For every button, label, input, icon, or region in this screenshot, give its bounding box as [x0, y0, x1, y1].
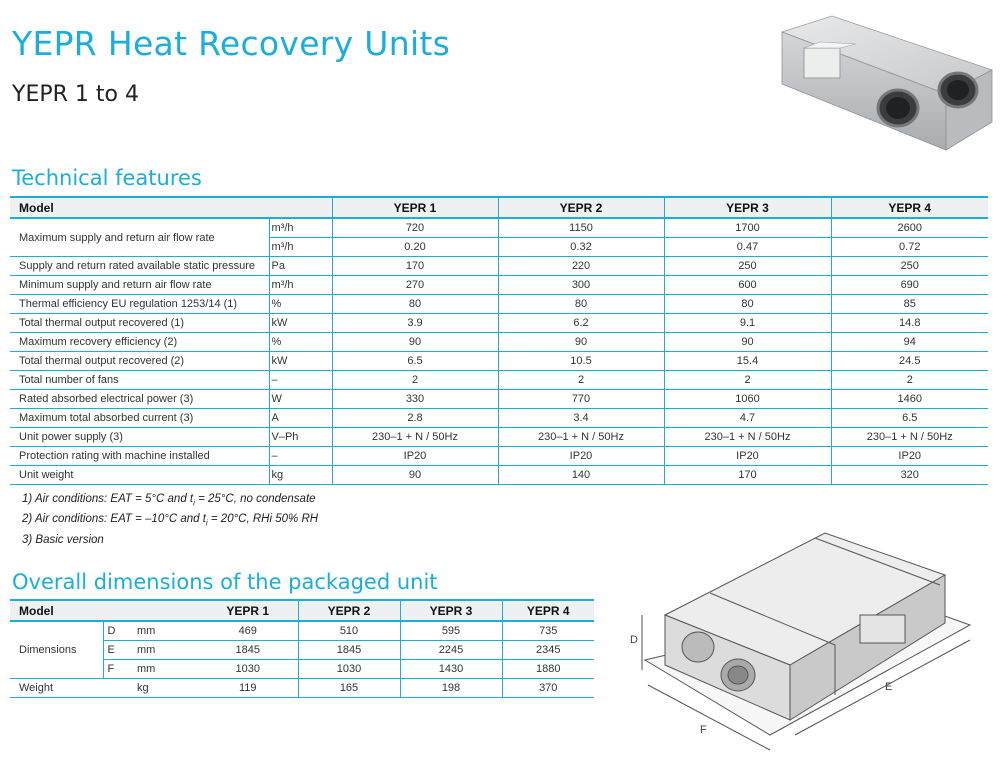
table-cell: 230–1 + N / 50Hz	[332, 428, 498, 447]
table-row	[10, 295, 988, 314]
row-label: Total number of fans	[10, 371, 269, 390]
row-unit: m³/h	[269, 276, 332, 295]
table-cell: 230–1 + N / 50Hz	[831, 428, 988, 447]
row-label: Thermal efficiency EU regulation 1253/14 (1)	[10, 295, 269, 314]
table-cell: 170	[664, 466, 831, 485]
table-row	[10, 314, 988, 333]
row-unit: Pa	[269, 257, 332, 276]
table-cell: 24.5	[831, 352, 988, 371]
dims-header-row	[10, 600, 594, 621]
dim-label-d: D	[630, 634, 638, 646]
row-unit: kg	[269, 466, 332, 485]
table-cell: 1700	[664, 218, 831, 238]
tech-header-row	[10, 197, 988, 218]
row-unit: %	[269, 333, 332, 352]
table-cell: 4.7	[664, 409, 831, 428]
row-unit: kW	[269, 352, 332, 371]
table-cell: 230–1 + N / 50Hz	[498, 428, 664, 447]
row-unit: %	[269, 295, 332, 314]
table-row	[10, 428, 988, 447]
tech-model-col: YEPR 3	[664, 197, 831, 218]
table-cell: IP20	[664, 447, 831, 466]
dim-symbol: D	[103, 621, 123, 641]
dims-model-col: YEPR 1	[198, 600, 298, 621]
table-cell: 119	[198, 679, 298, 698]
table-cell: 2	[332, 371, 498, 390]
table-cell: 469	[198, 621, 298, 641]
unit-photo	[770, 10, 995, 160]
footnotes	[22, 491, 318, 548]
dim-symbol: F	[103, 660, 123, 679]
table-cell: 14.8	[831, 314, 988, 333]
dimensions-table	[10, 599, 594, 698]
table-cell: 3.4	[498, 409, 664, 428]
table-cell: 0.47	[664, 238, 831, 257]
tech-model-col: YEPR 1	[332, 197, 498, 218]
table-cell: 595	[400, 621, 502, 641]
table-row	[10, 276, 988, 295]
table-cell: 2245	[400, 641, 502, 660]
table-cell: 1030	[198, 660, 298, 679]
dims-row-d	[10, 621, 594, 641]
table-row	[10, 447, 988, 466]
row-unit: –	[269, 447, 332, 466]
table-cell: 6.5	[332, 352, 498, 371]
row-unit: A	[269, 409, 332, 428]
table-cell: 165	[298, 679, 400, 698]
row-label: Maximum total absorbed current (3)	[10, 409, 269, 428]
dims-group-label: Dimensions	[10, 621, 103, 679]
table-cell: 330	[332, 390, 498, 409]
row-label: Unit power supply (3)	[10, 428, 269, 447]
table-cell: 80	[498, 295, 664, 314]
table-cell: 1460	[831, 390, 988, 409]
table-cell: 510	[298, 621, 400, 641]
table-cell: 2	[831, 371, 988, 390]
weight-unit: kg	[123, 679, 198, 698]
table-cell: 1430	[400, 660, 502, 679]
table-cell: 90	[332, 333, 498, 352]
row-label: Protection rating with machine installed	[10, 447, 269, 466]
row-label: Total thermal output recovered (2)	[10, 352, 269, 371]
table-cell: 80	[332, 295, 498, 314]
table-cell: 2	[664, 371, 831, 390]
table-cell: 250	[664, 257, 831, 276]
table-cell: IP20	[332, 447, 498, 466]
table-cell: 270	[332, 276, 498, 295]
table-cell: 1845	[198, 641, 298, 660]
table-cell: 3.9	[332, 314, 498, 333]
row-unit: W	[269, 390, 332, 409]
dim-unit: mm	[123, 641, 198, 660]
table-cell: IP20	[831, 447, 988, 466]
table-cell: 85	[831, 295, 988, 314]
dim-unit: mm	[123, 621, 198, 641]
dims-model-col: YEPR 4	[502, 600, 594, 621]
tech-heading: Technical features	[12, 166, 202, 190]
dim-label-f: F	[700, 724, 707, 736]
table-row	[10, 257, 988, 276]
table-cell: IP20	[498, 447, 664, 466]
row-label: Supply and return rated available static pressure	[10, 257, 269, 276]
table-cell: 1150	[498, 218, 664, 238]
dims-heading: Overall dimensions of the packaged unit	[12, 570, 438, 594]
table-cell: 1060	[664, 390, 831, 409]
table-row	[10, 390, 988, 409]
table-cell: 230–1 + N / 50Hz	[664, 428, 831, 447]
row-unit: –	[269, 371, 332, 390]
table-cell: 370	[502, 679, 594, 698]
table-cell: 690	[831, 276, 988, 295]
row-unit: m³/h	[269, 218, 332, 238]
page-subtitle: YEPR 1 to 4	[12, 82, 139, 107]
table-cell: 300	[498, 276, 664, 295]
table-row	[10, 333, 988, 352]
row-unit: V–Ph	[269, 428, 332, 447]
table-cell: 1030	[298, 660, 400, 679]
table-row	[10, 352, 988, 371]
table-cell: 15.4	[664, 352, 831, 371]
tech-model-col: YEPR 2	[498, 197, 664, 218]
table-cell: 0.72	[831, 238, 988, 257]
technical-features-table	[10, 196, 988, 485]
table-cell: 2345	[502, 641, 594, 660]
page-title: YEPR Heat Recovery Units	[12, 24, 451, 63]
row-label: Maximum supply and return air flow rate	[10, 218, 269, 257]
table-cell: 2.8	[332, 409, 498, 428]
row-label: Minimum supply and return air flow rate	[10, 276, 269, 295]
table-cell: 90	[664, 333, 831, 352]
dims-row-weight	[10, 679, 594, 698]
table-cell: 90	[332, 466, 498, 485]
weight-label: Weight	[10, 679, 103, 698]
table-cell: 170	[332, 257, 498, 276]
table-cell: 720	[332, 218, 498, 238]
table-cell: 2	[498, 371, 664, 390]
row-label: Rated absorbed electrical power (3)	[10, 390, 269, 409]
table-row	[10, 371, 988, 390]
tech-model-col: YEPR 4	[831, 197, 988, 218]
table-cell: 140	[498, 466, 664, 485]
table-cell: 0.32	[498, 238, 664, 257]
footnote-3: 3) Basic version	[22, 533, 104, 546]
dims-model-col: YEPR 3	[400, 600, 502, 621]
table-cell: 220	[498, 257, 664, 276]
table-row	[10, 218, 988, 238]
table-cell: 1845	[298, 641, 400, 660]
table-cell: 735	[502, 621, 594, 641]
row-label: Unit weight	[10, 466, 269, 485]
footnote-2: 2) Air conditions: EAT = –10°C and $t_i = 20^\circ C$, RHi 50% RH	[22, 513, 319, 528]
row-label: Total thermal output recovered (1)	[10, 314, 269, 333]
footnote-1: 1) Air conditions: EAT = 5°C and $t_i = 25^\circ C$, no condensate	[22, 493, 316, 508]
table-cell: 90	[498, 333, 664, 352]
dimension-drawing	[620, 505, 995, 760]
row-label: Maximum recovery efficiency (2)	[10, 333, 269, 352]
table-cell: 600	[664, 276, 831, 295]
tech-model-header: Model	[10, 197, 332, 218]
table-cell: 6.5	[831, 409, 988, 428]
table-cell: 770	[498, 390, 664, 409]
table-cell: 320	[831, 466, 988, 485]
dims-model-col: YEPR 2	[298, 600, 400, 621]
table-row	[10, 409, 988, 428]
dim-symbol: E	[103, 641, 123, 660]
dim-unit: mm	[123, 660, 198, 679]
table-cell: 2600	[831, 218, 988, 238]
row-unit: kW	[269, 314, 332, 333]
dims-model-header: Model	[10, 600, 198, 621]
table-cell: 94	[831, 333, 988, 352]
row-unit: m³/h	[269, 238, 332, 257]
table-cell: 9.1	[664, 314, 831, 333]
table-cell: 0.20	[332, 238, 498, 257]
table-cell: 10.5	[498, 352, 664, 371]
dim-label-e: E	[885, 681, 893, 693]
table-cell: 6.2	[498, 314, 664, 333]
table-row	[10, 466, 988, 485]
table-cell: 198	[400, 679, 502, 698]
table-cell: 1880	[502, 660, 594, 679]
table-cell: 80	[664, 295, 831, 314]
table-cell: 250	[831, 257, 988, 276]
